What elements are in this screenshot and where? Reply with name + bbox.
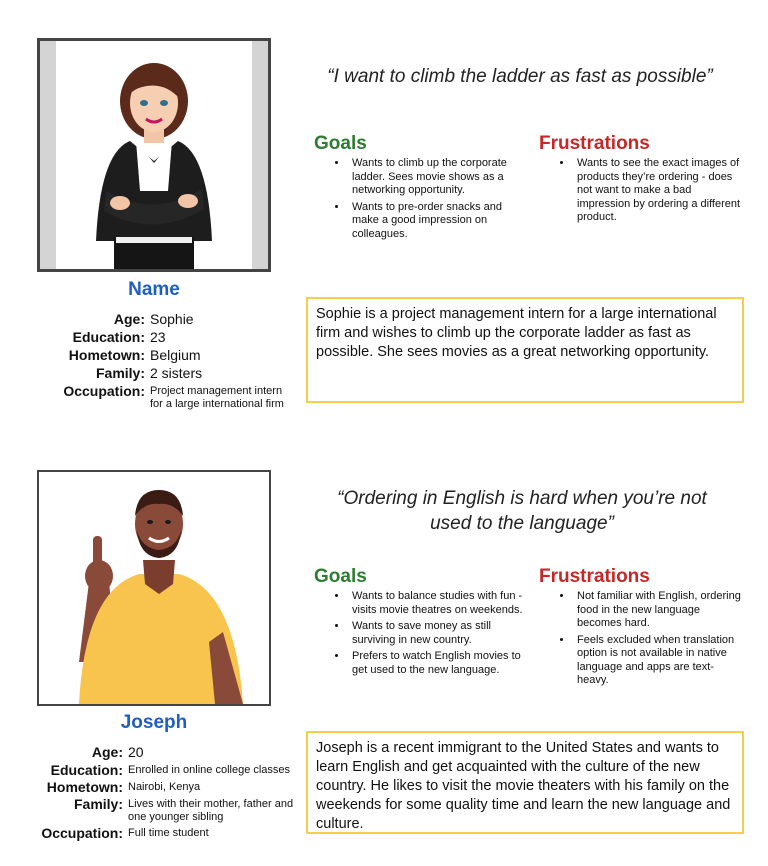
detail-row-hometown bbox=[40, 347, 300, 364]
detail-row-age bbox=[28, 744, 308, 761]
detail-value: Belgium bbox=[150, 347, 201, 363]
frustrations-title: Frustrations bbox=[539, 133, 650, 154]
detail-value: Nairobi, Kenya bbox=[128, 781, 201, 793]
persona-photo-frame bbox=[37, 38, 271, 272]
list-item: • Feels excluded when translation option is not available in native language and apps are text-heavy. bbox=[573, 634, 744, 688]
detail-label: Family: bbox=[95, 365, 145, 381]
goals-title: Goals bbox=[314, 133, 367, 154]
detail-value: Lives with their mother, father and one younger sibling bbox=[128, 798, 294, 823]
detail-row-occupation bbox=[28, 825, 308, 841]
frustrations-list bbox=[539, 157, 744, 225]
detail-label: Occupation: bbox=[41, 825, 123, 841]
frustrations-list bbox=[539, 590, 744, 688]
goals-section bbox=[314, 133, 524, 244]
detail-label: Age: bbox=[113, 311, 145, 327]
frustrations-title: Frustrations bbox=[539, 566, 650, 587]
detail-value: 2 sisters bbox=[150, 365, 203, 381]
persona-bio: Joseph is a recent immigrant to the United States and wants to learn English and get acquainted with the culture of the new country. He likes to visit the movie theaters with his family on the weekends for some quality time and learn the new language and culture. bbox=[306, 731, 744, 834]
list-item: • Wants to pre-order snacks and make a good impression on colleagues. bbox=[348, 201, 524, 242]
detail-value: 23 bbox=[150, 329, 166, 345]
detail-label: Family: bbox=[73, 796, 123, 812]
detail-label: Education: bbox=[72, 329, 145, 345]
detail-value: Sophie bbox=[150, 311, 194, 327]
persona-quote: “I want to climb the ladder as fast as possible” bbox=[327, 66, 713, 87]
goals-list bbox=[314, 590, 524, 677]
detail-row-hometown bbox=[28, 779, 308, 795]
persona-details bbox=[40, 311, 300, 412]
detail-label: Hometown: bbox=[46, 779, 123, 795]
persona-photo-frame bbox=[37, 470, 271, 706]
persona-quote: “Ordering in English is hard when you’re not used to the language” bbox=[337, 488, 707, 534]
list-item: • Wants to save money as still surviving in new country. bbox=[348, 620, 524, 647]
woman-illustration bbox=[56, 41, 252, 269]
frustrations-section bbox=[539, 133, 744, 228]
list-item: • Wants to balance studies with fun - visits movie theatres on weekends. bbox=[348, 590, 524, 617]
detail-label: Occupation: bbox=[63, 383, 145, 399]
detail-row-family bbox=[40, 365, 300, 382]
goals-list bbox=[314, 157, 524, 241]
detail-value: Full time student bbox=[128, 827, 209, 839]
detail-label: Hometown: bbox=[68, 347, 145, 363]
detail-value: Project management intern for a large international firm bbox=[150, 385, 284, 410]
goals-title: Goals bbox=[314, 566, 367, 587]
detail-label: Education: bbox=[50, 762, 123, 778]
detail-row-education bbox=[40, 329, 300, 346]
detail-label: Age: bbox=[91, 744, 123, 760]
detail-value: Enrolled in online college classes bbox=[128, 764, 291, 776]
goals-section bbox=[314, 566, 524, 680]
detail-row-education bbox=[28, 762, 308, 778]
list-item: • Prefers to watch English movies to get used to the new language. bbox=[348, 650, 524, 677]
list-item: • Wants to climb up the corporate ladder. Sees movie shows as a networking opportunity. bbox=[348, 157, 524, 198]
persona-name: Joseph bbox=[120, 712, 188, 733]
man-illustration bbox=[39, 472, 269, 704]
frustrations-section bbox=[539, 566, 744, 691]
list-item: • Not familiar with English, ordering food in the new language becomes hard. bbox=[573, 590, 744, 631]
detail-value: 20 bbox=[128, 744, 144, 760]
persona-name: Name bbox=[128, 279, 180, 300]
detail-row-occupation bbox=[40, 383, 300, 411]
detail-row-family bbox=[28, 796, 308, 824]
list-item: • Wants to see the exact images of products they’re ordering - does not want to make a bad impression by ordering a different product. bbox=[573, 157, 744, 225]
persona-details bbox=[28, 744, 308, 842]
detail-row-age bbox=[40, 311, 300, 328]
persona-bio: Sophie is a project management intern for a large international firm and wishes to climb up the corporate ladder as fast as possible. She sees movies as a great networking opportunity. bbox=[306, 297, 744, 403]
